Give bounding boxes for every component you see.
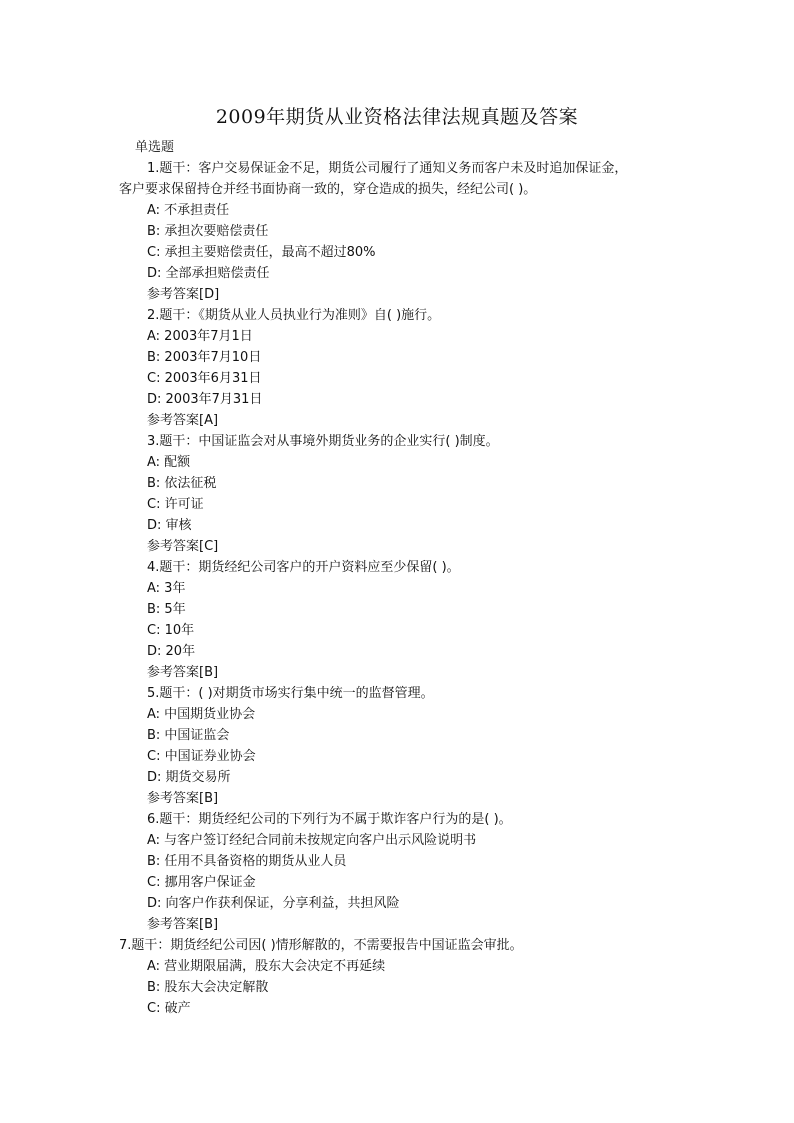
answer: 参考答案[D] bbox=[147, 287, 220, 302]
option-a: A: 营业期限届满，股东大会决定不再延续 bbox=[147, 959, 386, 974]
option-c: C: 承担主要赔偿责任，最高不超过80% bbox=[147, 245, 376, 260]
question-stem: 7.题干：期货经纪公司因( )情形解散的，不需要报告中国证监会审批。 bbox=[119, 938, 523, 953]
option-a: A: 配额 bbox=[147, 455, 191, 470]
question-stem: 2.题干：《期货从业人员执业行为准则》自( )施行。 bbox=[147, 308, 441, 323]
option-b: B: 承担次要赔偿责任 bbox=[147, 224, 269, 239]
question-stem: 5.题干：( )对期货市场实行集中统一的监督管理。 bbox=[147, 686, 434, 701]
option-c: C: 中国证券业协会 bbox=[147, 749, 256, 764]
answer: 参考答案[B] bbox=[147, 917, 219, 932]
option-d: D: 20年 bbox=[147, 644, 196, 659]
question-stem-continued: 客户要求保留持仓并经书面协商一致的，穿仓造成的损失，经纪公司( )。 bbox=[119, 182, 537, 197]
option-d: D: 全部承担赔偿责任 bbox=[147, 266, 270, 281]
option-c: C: 挪用客户保证金 bbox=[147, 875, 256, 890]
option-b: B: 5年 bbox=[147, 602, 186, 617]
answer: 参考答案[B] bbox=[147, 665, 219, 680]
option-b: B: 任用不具备资格的期货从业人员 bbox=[147, 854, 347, 869]
option-b: B: 2003年7月10日 bbox=[147, 350, 262, 365]
document-title: 2009年期货从业资格法律法规真题及答案 bbox=[215, 106, 579, 128]
option-a: A: 中国期货业协会 bbox=[147, 707, 256, 722]
answer: 参考答案[A] bbox=[147, 413, 219, 428]
question-stem: 3.题干：中国证监会对从事境外期货业务的企业实行( )制度。 bbox=[147, 434, 499, 449]
option-c: C: 许可证 bbox=[147, 497, 204, 512]
option-d: D: 向客户作获利保证，分享利益，共担风险 bbox=[147, 896, 400, 911]
option-c: C: 10年 bbox=[147, 623, 195, 638]
option-a: A: 2003年7月1日 bbox=[147, 329, 253, 344]
option-c: C: 破产 bbox=[147, 1001, 191, 1016]
option-b: B: 中国证监会 bbox=[147, 728, 230, 743]
option-d: D: 审核 bbox=[147, 518, 192, 533]
option-b: B: 股东大会决定解散 bbox=[147, 980, 269, 995]
answer: 参考答案[B] bbox=[147, 791, 219, 806]
option-d: D: 期货交易所 bbox=[147, 770, 231, 785]
answer: 参考答案[C] bbox=[147, 539, 219, 554]
question-stem: 6.题干：期货经纪公司的下列行为不属于欺诈客户行为的是( )。 bbox=[147, 812, 512, 827]
option-b: B: 依法征税 bbox=[147, 476, 217, 491]
question-stem: 4.题干：期货经纪公司客户的开户资料应至少保留( )。 bbox=[147, 560, 460, 575]
question-stem: 1.题干：客户交易保证金不足，期货公司履行了通知义务而客户未及时追加保证金， bbox=[147, 161, 628, 176]
section-heading: 单选题 bbox=[135, 140, 175, 155]
option-a: A: 3年 bbox=[147, 581, 186, 596]
option-c: C: 2003年6月31日 bbox=[147, 371, 262, 386]
option-a: A: 与客户签订经纪合同前未按规定向客户出示风险说明书 bbox=[147, 833, 477, 848]
option-a: A: 不承担责任 bbox=[147, 203, 230, 218]
option-d: D: 2003年7月31日 bbox=[147, 392, 263, 407]
